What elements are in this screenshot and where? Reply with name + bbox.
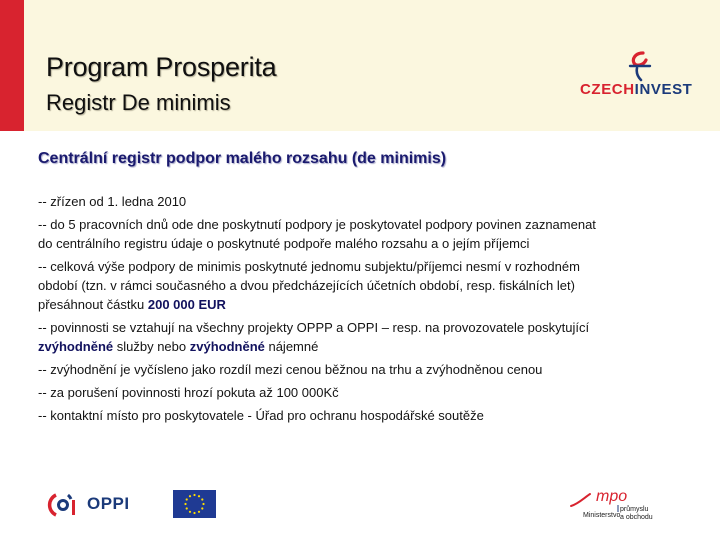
eu-flag-icon <box>173 490 216 518</box>
highlight-term: zvýhodněné <box>38 339 114 354</box>
czechinvest-logo <box>580 50 698 100</box>
bullet-text: služby nebo <box>113 339 190 354</box>
czechinvest-mark-icon <box>624 50 654 82</box>
bullet-item <box>38 360 698 379</box>
mpo-line-1: průmyslu <box>620 506 649 513</box>
mpo-wordmark: mpo <box>596 488 628 505</box>
bullet-item <box>38 318 698 356</box>
bullet-text: -- zřízen od 1. ledna 2010 <box>38 194 187 209</box>
bullet-item <box>38 406 698 425</box>
highlight-term: zvýhodněné <box>189 339 265 354</box>
slide-title: Program Prosperita <box>46 52 277 82</box>
bullet-list <box>38 192 698 429</box>
bullet-text: -- zvýhodnění je vyčísleno jako rozdíl mezi cenou běžnou na trhu a zvýhodněnou cenou <box>38 362 543 377</box>
bullet-item <box>38 383 698 402</box>
czechinvest-wordmark <box>580 81 692 98</box>
highlight-amount: 200 000 EUR <box>147 297 226 312</box>
bullet-text: do centrálního registru údaje o poskytnuté podpoře malého rozsahu a o jejím příjemci <box>38 236 530 251</box>
oppi-mark-icon <box>46 490 76 520</box>
bullet-text: nájemné <box>264 339 319 354</box>
czechinvest-czech-text: CZECH <box>580 81 635 98</box>
bullet-item <box>38 215 698 253</box>
bullet-item <box>38 192 698 211</box>
header-accent-bar <box>0 0 24 131</box>
czechinvest-invest-text: INVEST <box>634 81 693 98</box>
bullet-text: období (tzn. v rámci současného a dvou předcházejících účetních období, resp. fiskálních let) <box>38 278 575 293</box>
mpo-line-2: a obchodu <box>620 513 653 521</box>
bullet-text: -- povinnosti se vztahují na všechny projekty OPPP a OPPI – resp. na provozovatele poskytující <box>38 320 590 335</box>
mpo-logo <box>568 484 663 532</box>
bullet-text: -- do 5 pracovních dnů ode dne poskytnutí podpory je poskytovatel podpory povinen zaznamenat <box>38 217 596 232</box>
oppi-logo <box>46 490 146 520</box>
bullet-text: -- celková výše podpory de minimis poskytnuté jednomu subjektu/příjemci nesmí v rozhodném <box>38 259 580 274</box>
bullet-text: -- kontaktní místo pro poskytovatele - Úřad pro ochranu hospodářské soutěže <box>38 408 484 423</box>
slide-subtitle: Registr De minimis <box>46 90 231 115</box>
mpo-ministerstvo-text: Ministerstvo <box>583 512 621 519</box>
bullet-item <box>38 257 698 314</box>
bullet-text: přesáhnout částku <box>38 297 148 312</box>
section-heading: Centrální registr podpor malého rozsahu (de minimis) <box>38 150 447 167</box>
bullet-text: -- za porušení povinnosti hrozí pokuta až 100 000Kč <box>38 385 339 400</box>
mpo-ministry-name <box>620 506 653 521</box>
oppi-wordmark: OPPI <box>87 494 130 513</box>
